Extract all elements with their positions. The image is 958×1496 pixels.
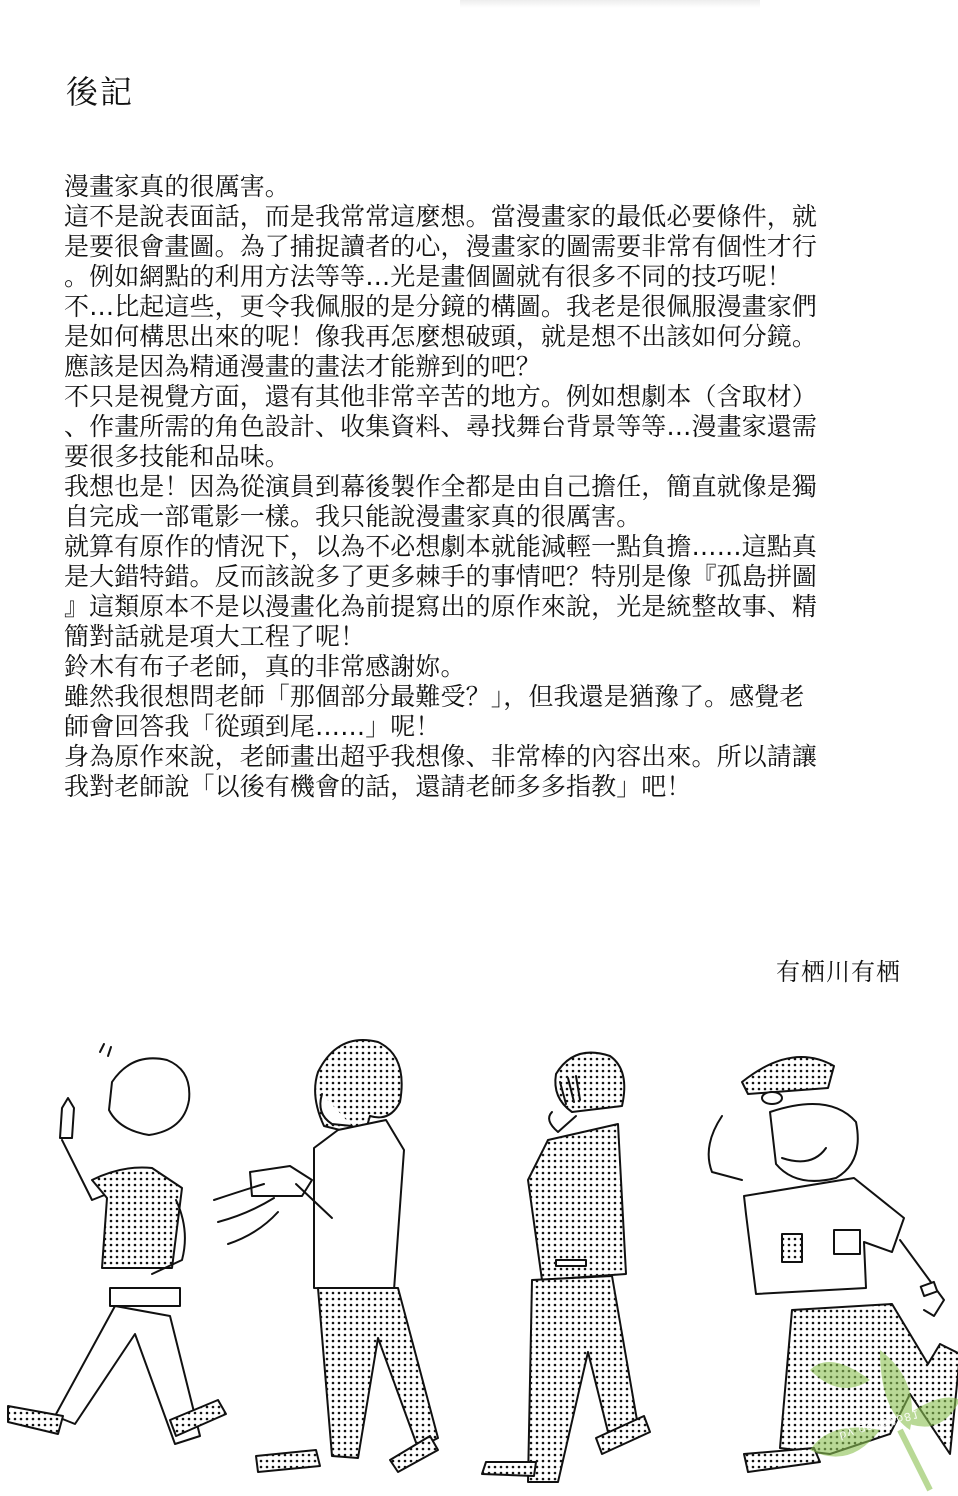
text-line: 、作畫所需的角色設計、收集資料、尋找舞台背景等等…漫畫家還需: [64, 412, 818, 441]
text-line: 鈴木有布子老師，真的非常感謝妳。: [64, 652, 466, 681]
text-line: 要很多技能和品味。: [64, 442, 290, 471]
character-boy-pointing: [8, 1044, 226, 1444]
text-line: 我對老師說「以後有機會的話，還請老師多多指教」吧！: [64, 772, 692, 801]
text-line: 師會回答我「從頭到尾……」呢！: [64, 712, 441, 741]
watermark-credit: by gogo2o81: [837, 1406, 922, 1443]
text-line: 不只是視覺方面，還有其他非常辛苦的地方。例如想劇本（含取材）: [64, 382, 818, 411]
scan-edge-shadow: [460, 0, 760, 8]
text-line: 應該是因為精通漫畫的畫法才能辦到的吧？: [64, 352, 541, 381]
text-line: 不…比起這些，更令我佩服的是分鏡的構圖。我老是很佩服漫畫家們: [64, 292, 818, 321]
text-line: 。例如網點的利用方法等等…光是畫個圖就有很多不同的技巧呢！: [64, 262, 792, 291]
text-line: 自完成一部電影一樣。我只能說漫畫家真的很厲害。: [64, 502, 642, 531]
text-line: 是如何構思出來的呢！像我再怎麼想破頭，就是想不出該如何分鏡。: [64, 322, 818, 351]
text-line: 我想也是！因為從演員到幕後製作全都是由自己擔任，簡直就像是獨: [64, 472, 818, 501]
text-line: 這不是說表面話，而是我常常這麼想。當漫畫家的最低必要條件，就: [64, 202, 818, 231]
character-suit-man: [482, 1053, 650, 1482]
text-line: 』這類原本不是以漫畫化為前提寫出的原作來說，光是統整故事、精: [64, 592, 818, 621]
walking-characters-illustration: [0, 1010, 958, 1496]
text-line: 是要很會畫圖。為了捕捉讀者的心，漫畫家的圖需要非常有個性才行: [64, 232, 818, 261]
text-line: 簡對話就是項大工程了呢！: [64, 622, 366, 651]
text-line: 是大錯特錯。反而該說多了更多棘手的事情吧？特別是像『孤島拼圖: [64, 562, 818, 591]
text-line: 漫畫家真的很厲害。: [64, 172, 290, 201]
afterword-body: [64, 172, 934, 802]
text-line: 身為原作來說，老師畫出超乎我想像、非常棒的內容出來。所以請讓: [64, 742, 818, 771]
text-line: 雖然我很想問老師「那個部分最難受？」，但我還是猶豫了。感覺老: [64, 682, 805, 711]
page-title: 後記: [66, 73, 135, 111]
author-signature: 有栖川有栖: [776, 958, 901, 986]
text-line: 就算有原作的情況下，以為不必想劇本就能減輕一點負擔……這點真: [64, 532, 818, 561]
character-student: [214, 1040, 438, 1472]
